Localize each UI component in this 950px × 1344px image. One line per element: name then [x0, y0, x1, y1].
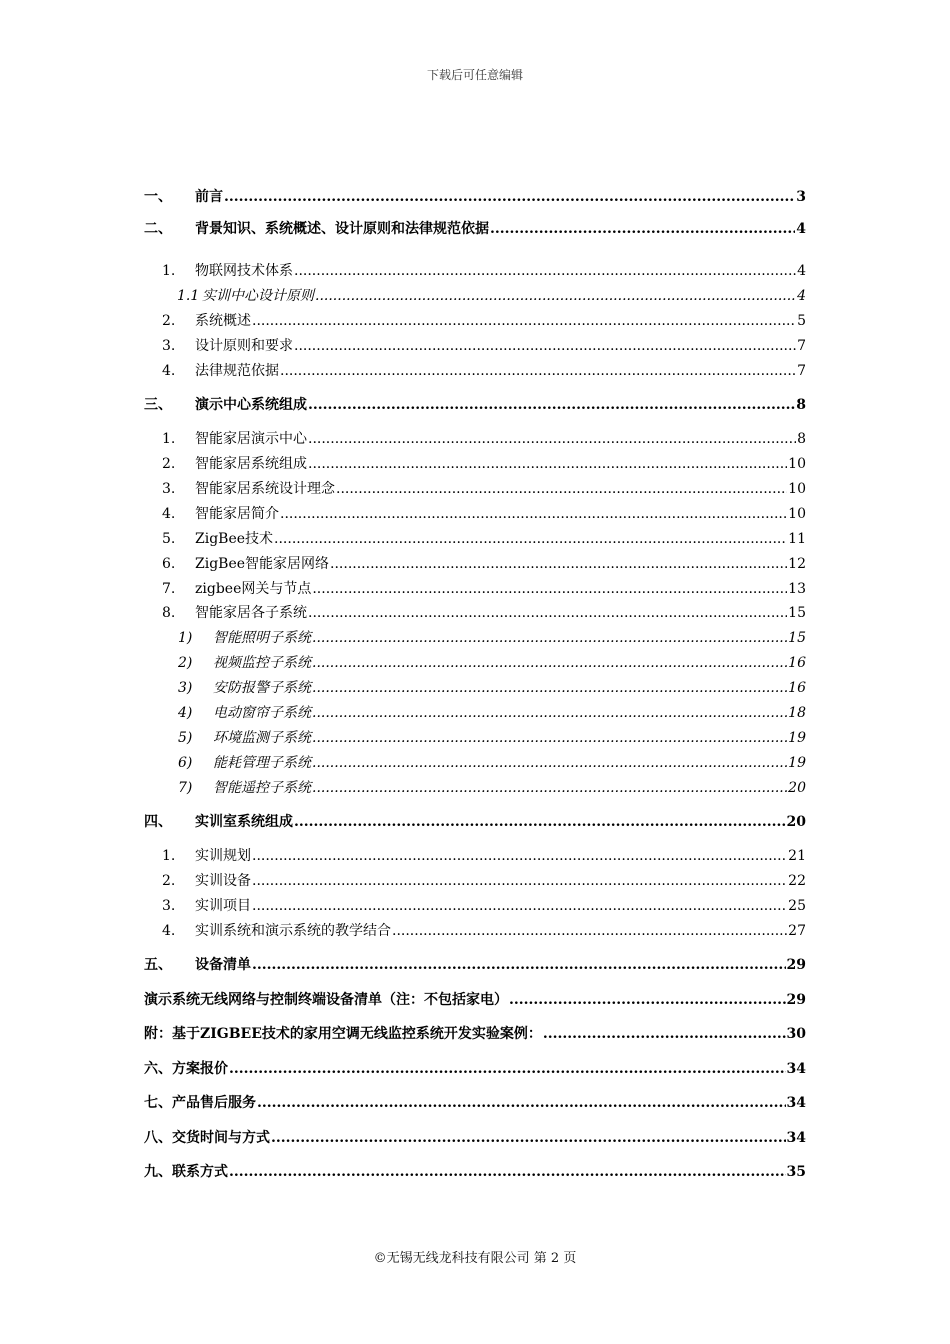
toc-entry-number: 1.: [162, 263, 176, 279]
toc-entry[interactable]: [144, 870, 806, 890]
toc-leader-dots: [224, 189, 795, 205]
toc-entry-number: 2): [178, 655, 193, 671]
toc-entry-title: 电动窗帘子系统: [213, 705, 311, 721]
toc-entry-title: 系统概述: [195, 313, 251, 329]
toc-entry-title: 物联网技术体系: [195, 263, 293, 279]
toc-entry-number: 2.: [162, 313, 176, 329]
toc-entry-number: 6.: [162, 556, 176, 572]
toc-entry-title: 附：基于ZIGBEE技术的家用空调无线监控系统开发实验案例：: [144, 1026, 542, 1042]
toc-entry-title: 实训系统和演示系统的教学结合: [195, 923, 391, 939]
toc-entry-page: 34: [786, 1061, 806, 1077]
toc-entry-title: ZigBee智能家居网络: [195, 556, 330, 572]
toc-entry-page: 29: [786, 992, 806, 1008]
toc-entry[interactable]: [144, 627, 806, 647]
toc-entry-page: 10: [788, 481, 806, 497]
toc-entry-page: 18: [788, 705, 806, 721]
toc-entry-title: 环境监测子系统: [213, 730, 311, 746]
toc-entry-title: ZigBee技术: [195, 531, 274, 547]
toc-entry-page: 5: [797, 313, 806, 329]
toc-entry[interactable]: [144, 602, 806, 622]
toc-entry-title: 演示系统无线网络与控制终端设备清单（注：不包括家电）: [144, 992, 508, 1008]
toc-entry[interactable]: [144, 478, 806, 498]
toc-leader-dots: [252, 957, 786, 973]
toc-entry-number: 3.: [162, 898, 176, 914]
toc-leader-dots: [312, 705, 787, 721]
toc-entry-title: zigbee网关与节点: [195, 581, 312, 597]
toc-entry-title: 实训中心设计原则: [202, 288, 314, 304]
toc-entry-title: 实训设备: [195, 873, 251, 889]
toc-leader-dots: [312, 581, 787, 597]
toc-leader-dots: [308, 605, 787, 621]
toc-entry-title: 智能照明子系统: [213, 630, 311, 646]
toc-entry[interactable]: [144, 1161, 806, 1181]
toc-entry-title: 智能家居演示中心: [195, 431, 307, 447]
toc-entry[interactable]: [144, 1058, 806, 1078]
toc-entry-title: 前言: [195, 189, 223, 205]
toc-leader-dots: [308, 456, 787, 472]
toc-entry-title: 设备清单: [195, 957, 251, 973]
toc-leader-dots: [490, 221, 795, 237]
toc-entry-number: 1): [178, 630, 193, 646]
toc-entry-number: 8.: [162, 605, 176, 621]
toc-entry[interactable]: [144, 310, 806, 330]
toc-entry[interactable]: [144, 752, 806, 772]
toc-entry[interactable]: [144, 335, 806, 355]
toc-entry-page: 3: [796, 189, 806, 205]
toc-entry-number: 7): [178, 780, 193, 796]
toc-entry-page: 4: [797, 288, 806, 304]
toc-leader-dots: [312, 730, 787, 746]
toc-entry-page: 15: [788, 605, 806, 621]
toc-leader-dots: [315, 288, 796, 304]
toc-entry[interactable]: [144, 845, 806, 865]
toc-entry[interactable]: [144, 1023, 806, 1043]
toc-entry[interactable]: [144, 1092, 806, 1112]
page-header: 下载后可任意编辑: [426, 68, 523, 82]
toc-leader-dots: [312, 680, 787, 696]
toc-leader-dots: [252, 313, 796, 329]
toc-entry-page: 10: [788, 506, 806, 522]
toc-entry-page: 16: [788, 655, 806, 671]
toc-leader-dots: [280, 363, 796, 379]
toc-leader-dots: [229, 1061, 786, 1077]
toc-entry-page: 30: [786, 1026, 806, 1042]
toc-entry[interactable]: [144, 503, 806, 523]
toc-entry-title: 安防报警子系统: [213, 680, 311, 696]
toc-entry-title: 七、产品售后服务: [144, 1095, 256, 1111]
toc-entry[interactable]: [144, 920, 806, 940]
toc-leader-dots: [252, 873, 787, 889]
toc-leader-dots: [543, 1026, 786, 1042]
toc-leader-dots: [336, 481, 787, 497]
toc-entry-title: 八、交货时间与方式: [144, 1130, 270, 1146]
toc-entry[interactable]: [144, 954, 806, 974]
toc-entry-number: 2.: [162, 873, 176, 889]
toc-entry[interactable]: [144, 360, 806, 380]
toc-leader-dots: [280, 506, 787, 522]
toc-entry-page: 13: [788, 581, 806, 597]
toc-entry[interactable]: [144, 578, 806, 598]
toc-entry-number: 三、: [144, 397, 172, 413]
toc-entry-page: 27: [788, 923, 806, 939]
toc-entry-number: 五、: [144, 957, 172, 973]
toc-entry-number: 3.: [162, 338, 176, 354]
toc-entry-page: 12: [788, 556, 806, 572]
toc-entry-title: 智能遥控子系统: [213, 780, 311, 796]
toc-entry-title: 演示中心系统组成: [195, 397, 307, 413]
toc-entry-page: 20: [786, 814, 806, 830]
toc-entry-page: 4: [797, 263, 806, 279]
toc-entry-number: 4.: [162, 923, 176, 939]
toc-entry[interactable]: [144, 652, 806, 672]
toc-entry[interactable]: [144, 895, 806, 915]
toc-entry-title: 视频监控子系统: [213, 655, 311, 671]
toc-entry-title: 实训项目: [195, 898, 251, 914]
toc-entry[interactable]: [144, 428, 806, 448]
toc-entry-page: 19: [788, 755, 806, 771]
toc-entry-page: 11: [788, 531, 806, 547]
toc-entry-title: 能耗管理子系统: [213, 755, 311, 771]
toc-leader-dots: [312, 655, 787, 671]
toc-entry-title: 智能家居系统设计理念: [195, 481, 335, 497]
toc-entry[interactable]: [144, 553, 806, 573]
toc-entry-title: 实训室系统组成: [195, 814, 293, 830]
toc-leader-dots: [312, 755, 787, 771]
toc-entry-title: 背景知识、系统概述、设计原则和法律规范依据: [195, 221, 489, 237]
toc-entry[interactable]: [144, 528, 806, 548]
toc-leader-dots: [271, 1130, 786, 1146]
page-footer: ©无锡无线龙科技有限公司 第 2 页: [373, 1251, 577, 1266]
toc-entry-page: 34: [786, 1130, 806, 1146]
toc-leader-dots: [257, 1095, 786, 1111]
toc-entry-page: 29: [786, 957, 806, 973]
toc-leader-dots: [294, 338, 796, 354]
toc-leader-dots: [312, 630, 787, 646]
toc-entry[interactable]: [144, 989, 806, 1009]
toc-entry[interactable]: [144, 218, 806, 238]
toc-entry[interactable]: [144, 1127, 806, 1147]
toc-leader-dots: [229, 1164, 786, 1180]
toc-entry-page: 19: [788, 730, 806, 746]
toc-entry-number: 一、: [144, 189, 172, 205]
toc-leader-dots: [274, 531, 787, 547]
toc-entry-number: 6): [178, 755, 193, 771]
toc-entry-number: 1.: [162, 848, 176, 864]
toc-entry[interactable]: [144, 727, 806, 747]
toc-leader-dots: [252, 898, 787, 914]
toc-entry-title: 设计原则和要求: [195, 338, 293, 354]
toc-entry-title: 六、方案报价: [144, 1061, 228, 1077]
toc-entry-title: 实训规划: [195, 848, 251, 864]
toc-entry-page: 10: [788, 456, 806, 472]
toc-entry[interactable]: [144, 453, 806, 473]
toc-leader-dots: [312, 780, 787, 796]
toc-entry[interactable]: [144, 677, 806, 697]
toc-entry-page: 20: [788, 780, 806, 796]
toc-entry-number: 7.: [162, 581, 176, 597]
toc-entry-page: 34: [786, 1095, 806, 1111]
toc-entry[interactable]: [144, 260, 806, 280]
toc-entry-number: 5): [178, 730, 193, 746]
toc-entry-page: 7: [797, 338, 806, 354]
toc-entry-number: 5.: [162, 531, 176, 547]
toc-leader-dots: [509, 992, 786, 1008]
toc-entry-page: 8: [797, 431, 806, 447]
toc-entry[interactable]: [144, 186, 806, 206]
toc-entry-title: 智能家居系统组成: [195, 456, 307, 472]
toc-entry-page: 21: [788, 848, 806, 864]
toc-entry-title: 智能家居各子系统: [195, 605, 307, 621]
toc-leader-dots: [294, 814, 786, 830]
toc-entry[interactable]: [144, 702, 806, 722]
toc-entry-page: 7: [797, 363, 806, 379]
toc-entry-page: 22: [788, 873, 806, 889]
toc-entry-page: 35: [786, 1164, 806, 1180]
toc-entry-page: 4: [796, 221, 806, 237]
toc-entry-page: 25: [788, 898, 806, 914]
toc-entry-number: 四、: [144, 814, 172, 830]
toc-entry-number: 4.: [162, 363, 176, 379]
toc-leader-dots: [308, 431, 796, 447]
toc-entry-page: 8: [796, 397, 806, 413]
toc-entry-title: 智能家居简介: [195, 506, 279, 522]
toc-entry-number: 1.: [162, 431, 176, 447]
toc-entry-number: 4.: [162, 506, 176, 522]
toc-leader-dots: [308, 397, 795, 413]
toc-entry-number: 二、: [144, 221, 172, 237]
toc-entry-number: 4): [178, 705, 193, 721]
toc-entry-page: 15: [788, 630, 806, 646]
toc-leader-dots: [294, 263, 796, 279]
toc-leader-dots: [392, 923, 787, 939]
toc-entry-title: 法律规范依据: [195, 363, 279, 379]
toc-leader-dots: [330, 556, 787, 572]
toc-entry-number: 3): [178, 680, 193, 696]
toc-entry-number: 1.1: [177, 288, 200, 304]
toc-entry[interactable]: [144, 811, 806, 831]
toc-entry[interactable]: [177, 285, 806, 305]
toc-entry[interactable]: [144, 777, 806, 797]
toc-entry-title: 九、联系方式: [144, 1164, 228, 1180]
toc-entry[interactable]: [144, 394, 806, 414]
toc-entry-page: 16: [788, 680, 806, 696]
toc-leader-dots: [252, 848, 787, 864]
toc-entry-number: 2.: [162, 456, 176, 472]
toc-entry-number: 3.: [162, 481, 176, 497]
